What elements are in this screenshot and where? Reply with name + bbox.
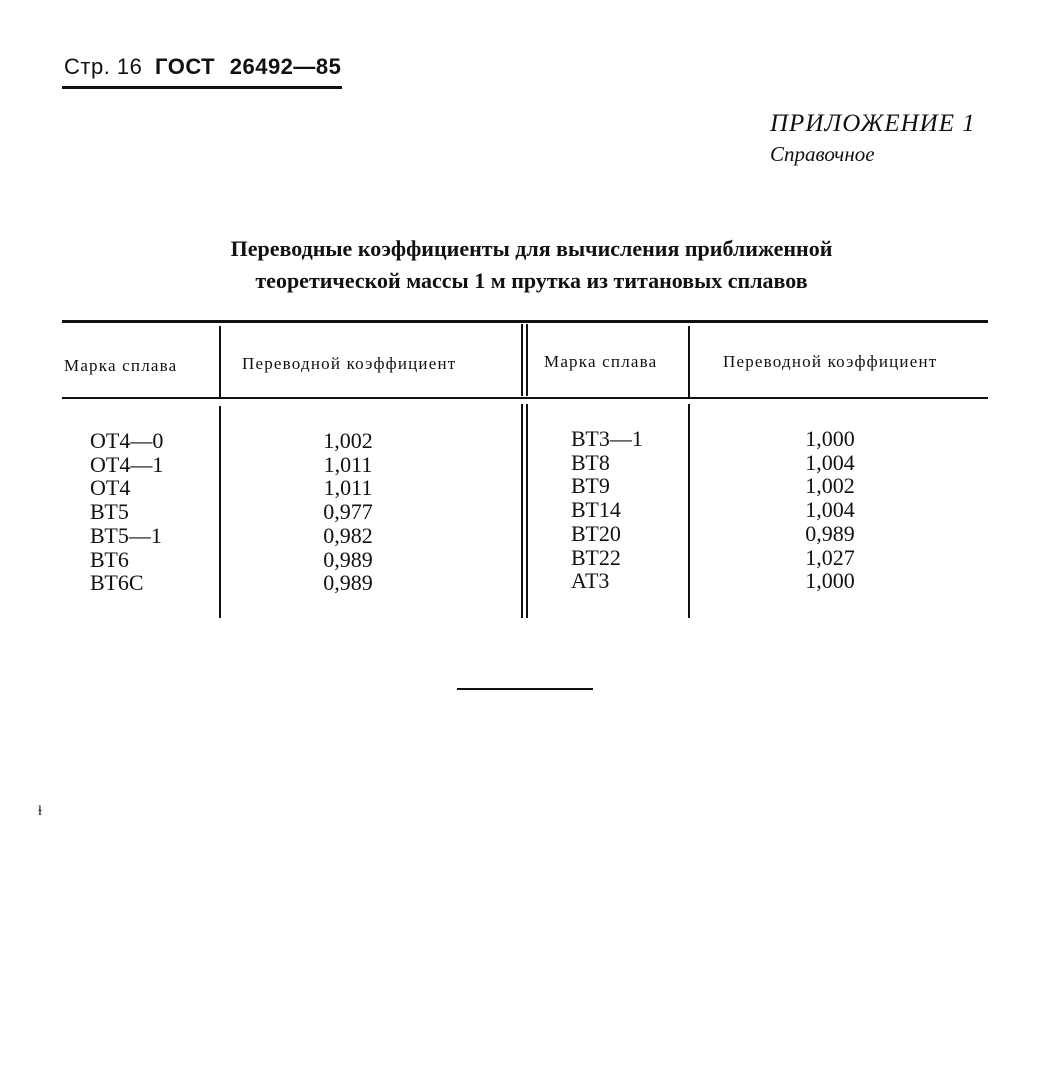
center-double-divider: [521, 404, 523, 618]
table-title-line-2: теоретической массы 1 м прутка из титановых сплавов: [255, 268, 808, 293]
table-cell-coefficient: 1,011: [323, 451, 373, 477]
table-cell-grade: ВТ6: [90, 546, 129, 572]
header-grade-right: Марка сплава: [544, 352, 658, 371]
table-cell-coefficient: 1,000: [805, 568, 855, 594]
standard-number: 26492—85: [229, 54, 342, 79]
table-cell-coefficient: 0,989: [323, 570, 373, 596]
left-grade-column: [90, 429, 163, 595]
table-cell-coefficient: 1,002: [323, 428, 373, 453]
table-header-rule: [62, 397, 988, 399]
table-cell-coefficient: 1,002: [805, 473, 855, 499]
table-top-rule: [62, 320, 988, 323]
table-cell-coefficient: 0,989: [323, 546, 373, 572]
table-cell-coefficient: 1,004: [805, 497, 855, 523]
header-coef-right: Переводной коэффициент: [723, 352, 938, 371]
header-grade-left: Марка сплава: [64, 356, 178, 375]
table-cell-coefficient: 0,982: [323, 522, 373, 548]
table-cell-coefficient: 1,004: [805, 449, 855, 475]
table-cell-grade: ВТ9: [571, 473, 610, 499]
header-coef-left: Переводной коэффициент: [242, 354, 457, 373]
table-cell-grade: ВТ5: [90, 499, 129, 525]
column-divider: [688, 326, 690, 398]
table-cell-grade: ОТ4—1: [90, 451, 164, 477]
table-cell-coefficient: 0,977: [323, 499, 373, 525]
table-cell-coefficient: 0,989: [805, 520, 855, 546]
table-cell-grade: ВТ14: [571, 497, 621, 523]
table-cell-coefficient: 1,011: [323, 475, 373, 501]
page-header: [64, 54, 341, 80]
table-cell-grade: ВТ22: [571, 544, 621, 570]
column-divider: [688, 404, 690, 618]
standard-label: ГОСТ: [155, 54, 216, 79]
page-number: Стр. 16: [64, 54, 143, 79]
table-cell-grade: АТ3: [571, 568, 610, 594]
table-cell-grade: ОТ4: [90, 475, 131, 501]
table-cell-grade: ВТ6С: [90, 570, 144, 596]
table-cell-grade: ОТ4—0: [90, 428, 164, 453]
center-double-divider: [526, 404, 528, 618]
center-double-divider: [526, 324, 528, 396]
end-of-document-rule: [457, 688, 593, 690]
table-cell-coefficient: 1,027: [805, 544, 855, 570]
center-double-divider: [521, 324, 523, 396]
table-cell-coefficient: 1,000: [805, 426, 855, 451]
appendix-subtitle: Справочное: [770, 142, 875, 166]
right-coefficient-column: [782, 427, 878, 593]
table-cell-grade: ВТ5—1: [90, 522, 162, 548]
margin-mark: ɫ: [38, 804, 42, 819]
left-coefficient-column: [300, 429, 396, 595]
table-cell-grade: ВТ3—1: [571, 426, 643, 451]
table-cell-grade: ВТ8: [571, 449, 610, 475]
header-rule: [62, 86, 342, 89]
column-divider: [219, 326, 221, 398]
table-title-line-1: Переводные коэффициенты для вычисления приближенной: [230, 236, 833, 261]
table-cell-grade: ВТ20: [571, 520, 621, 546]
column-divider: [219, 406, 221, 618]
right-grade-column: [571, 427, 643, 593]
appendix-title: ПРИЛОЖЕНИЕ 1: [770, 110, 976, 137]
